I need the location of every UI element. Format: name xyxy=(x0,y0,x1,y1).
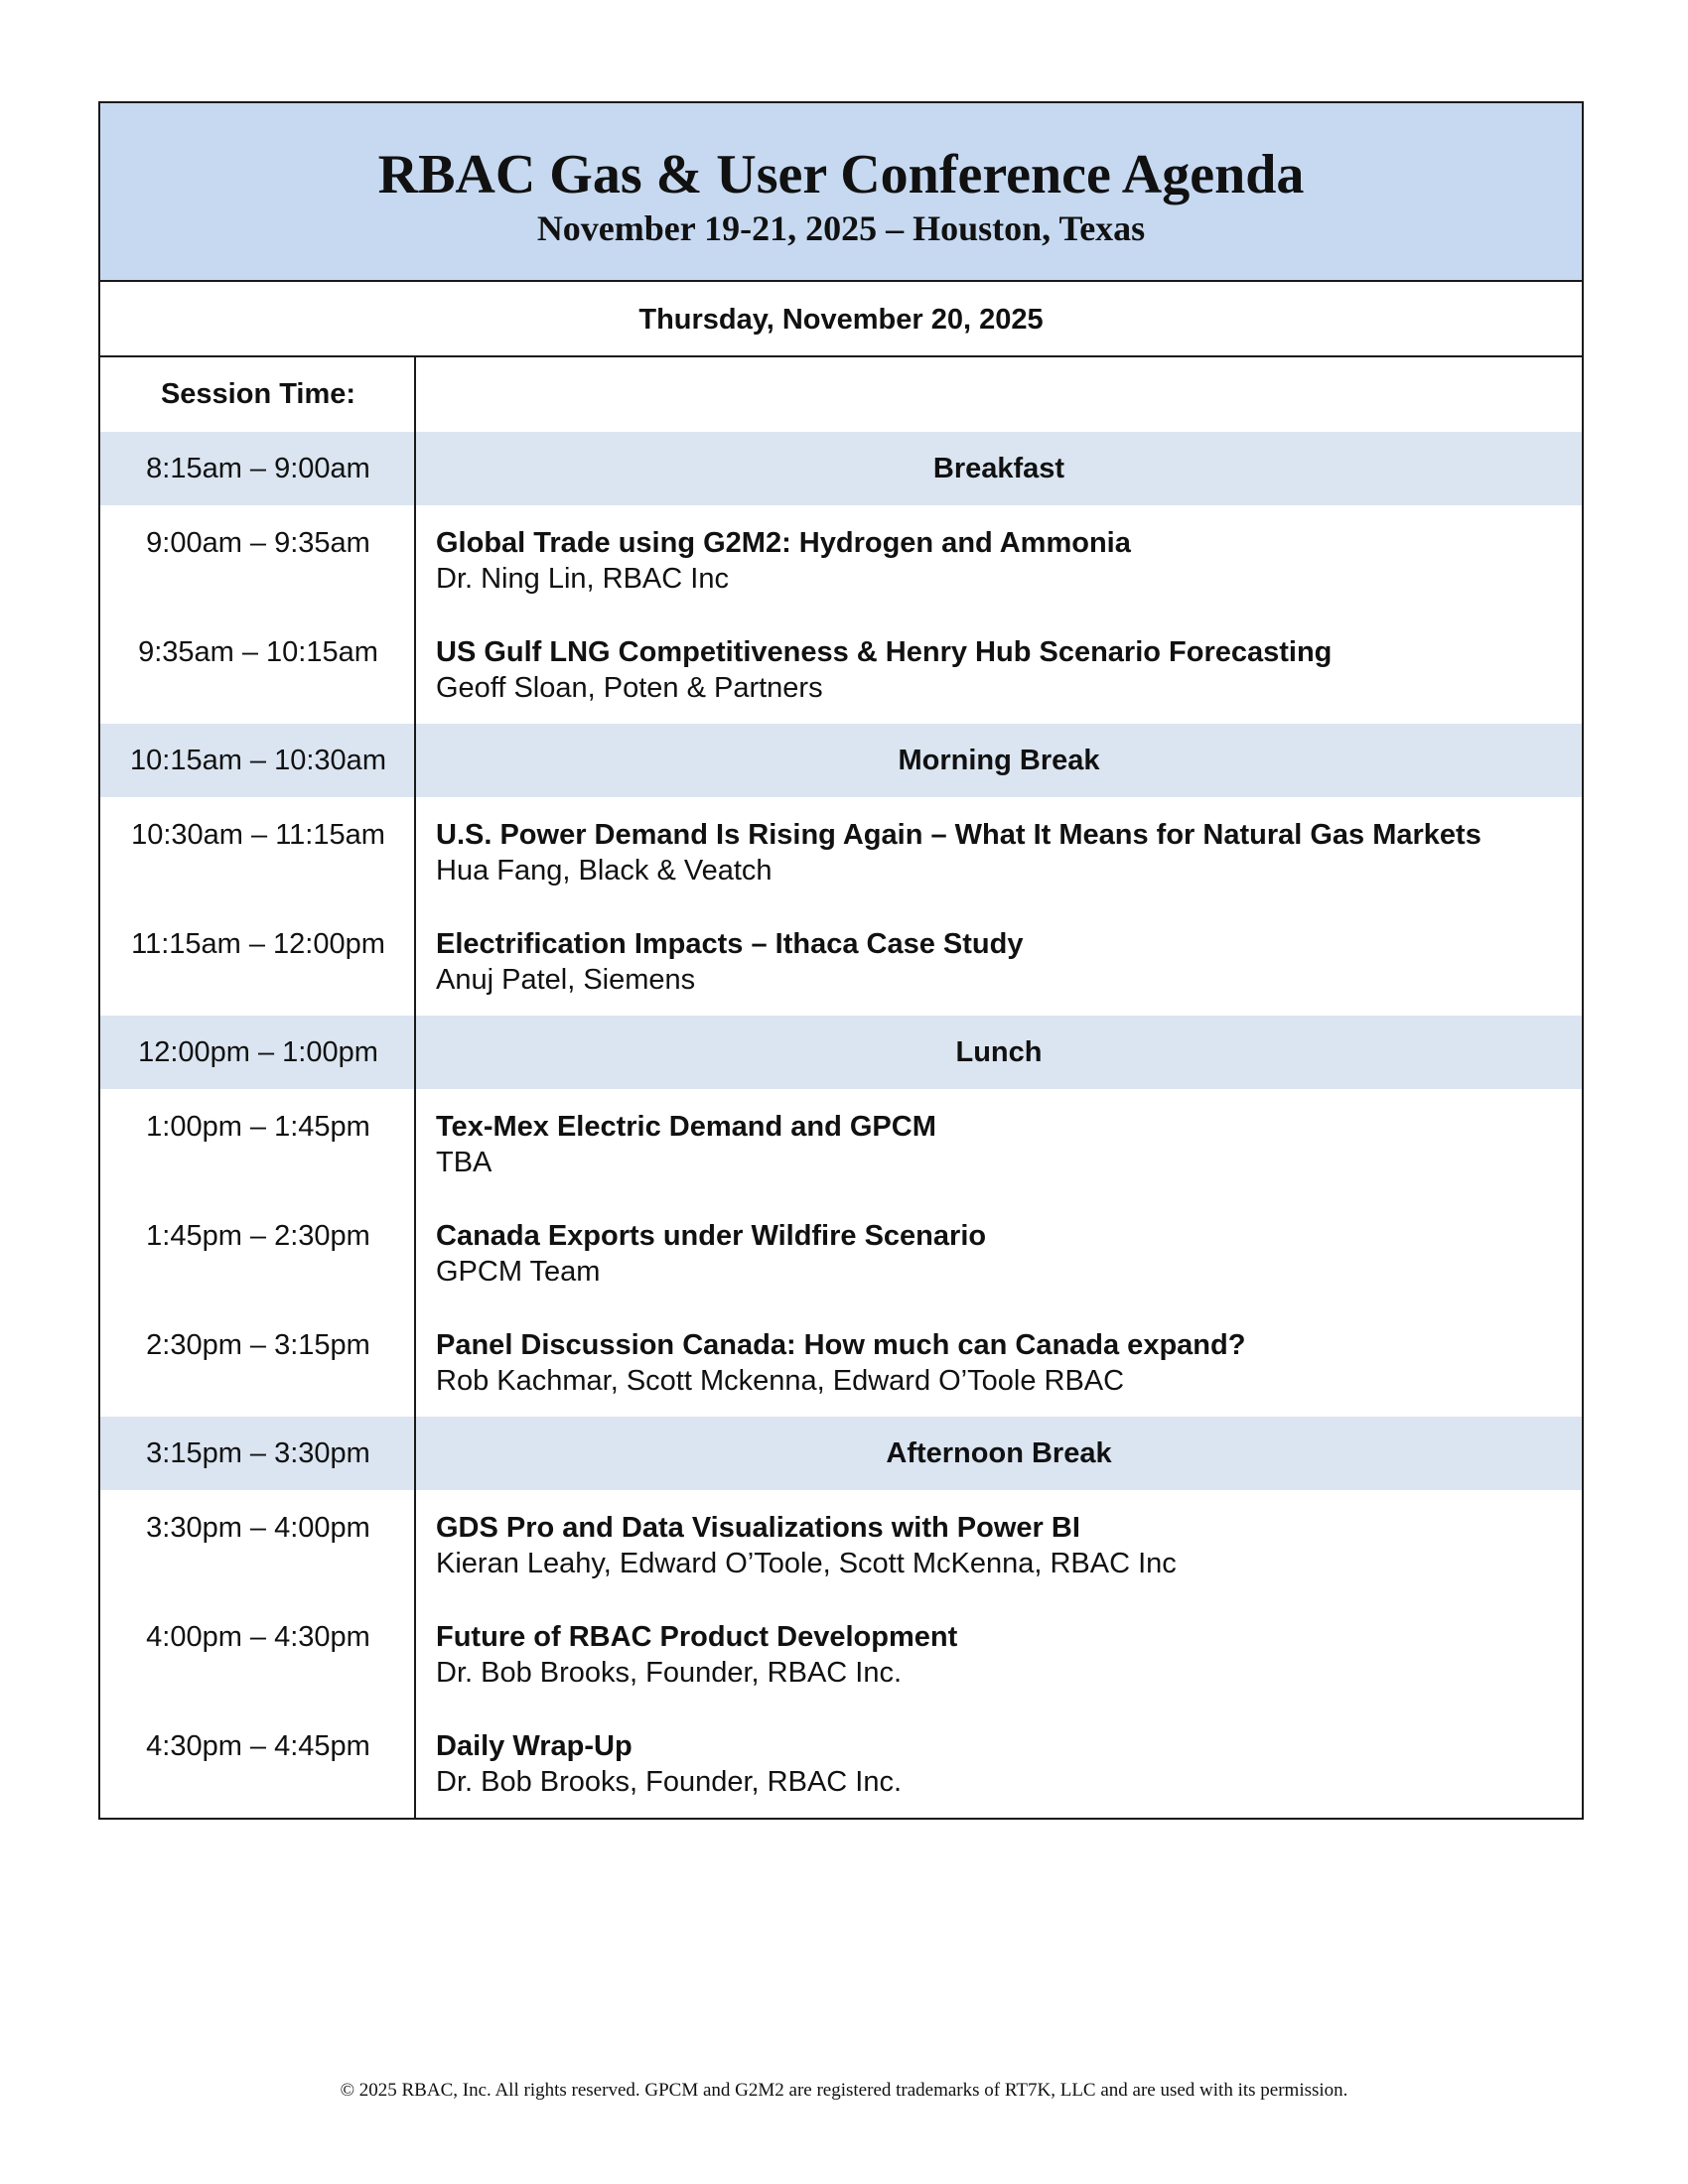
session-title: Tex-Mex Electric Demand and GPCM xyxy=(436,1111,936,1143)
session-details xyxy=(416,1198,1582,1307)
session-details xyxy=(416,797,1582,906)
session-row xyxy=(100,1490,1582,1599)
break-label: Morning Break xyxy=(898,745,1100,776)
session-title: Daily Wrap-Up xyxy=(436,1730,633,1762)
session-speaker: TBA xyxy=(436,1147,492,1178)
session-title: Panel Discussion Canada: How much can Canada expand? xyxy=(436,1329,1246,1361)
session-details xyxy=(416,614,1582,724)
session-speaker: Kieran Leahy, Edward O’Toole, Scott McKenna, RBAC Inc xyxy=(436,1548,1177,1579)
session-time: 11:15am – 12:00pm xyxy=(131,928,385,960)
session-speaker: Anuj Patel, Siemens xyxy=(436,964,696,996)
session-row xyxy=(100,1198,1582,1307)
session-details xyxy=(416,1599,1582,1708)
session-title: US Gulf LNG Competitiveness & Henry Hub Scenario Forecasting xyxy=(436,636,1333,668)
session-row xyxy=(100,1599,1582,1708)
session-speaker: Hua Fang, Black & Veatch xyxy=(436,855,773,887)
session-time: 4:00pm – 4:30pm xyxy=(146,1621,370,1653)
session-speaker: Rob Kachmar, Scott Mckenna, Edward O’Toole RBAC xyxy=(436,1365,1125,1397)
session-details xyxy=(416,1089,1582,1198)
session-details xyxy=(416,505,1582,614)
schedule-grid xyxy=(100,357,1582,1818)
copyright-footer: © 2025 RBAC, Inc. All rights reserved. GPCM and G2M2 are registered trademarks of RT7K, LLC and are used with its permission. xyxy=(340,2080,1348,2101)
agenda-header xyxy=(100,103,1582,282)
session-row xyxy=(100,1089,1582,1198)
session-details xyxy=(416,1490,1582,1599)
session-speaker: Dr. Ning Lin, RBAC Inc xyxy=(436,563,729,595)
session-details xyxy=(416,906,1582,1016)
session-speaker: Geoff Sloan, Poten & Partners xyxy=(436,672,823,704)
break-time: 10:15am – 10:30am xyxy=(130,745,386,776)
session-time: 1:00pm – 1:45pm xyxy=(146,1111,370,1143)
session-time: 4:30pm – 4:45pm xyxy=(146,1730,370,1762)
session-row xyxy=(100,1708,1582,1818)
session-time-label: Session Time: xyxy=(160,378,356,410)
break-row xyxy=(100,432,1582,505)
session-time: 1:45pm – 2:30pm xyxy=(146,1220,370,1252)
session-title: Electrification Impacts – Ithaca Case Study xyxy=(436,928,1024,960)
agenda-table xyxy=(98,101,1584,1820)
session-row xyxy=(100,906,1582,1016)
session-row xyxy=(100,797,1582,906)
break-time: 8:15am – 9:00am xyxy=(146,453,370,484)
session-time: 2:30pm – 3:15pm xyxy=(146,1329,370,1361)
column-header-blank xyxy=(416,357,1582,432)
session-details xyxy=(416,1307,1582,1417)
session-title: Canada Exports under Wildfire Scenario xyxy=(436,1220,987,1252)
day-heading: Thursday, November 20, 2025 xyxy=(100,282,1582,357)
session-row xyxy=(100,505,1582,614)
session-time: 10:30am – 11:15am xyxy=(131,819,385,851)
session-time: 3:30pm – 4:00pm xyxy=(146,1512,370,1544)
page-subtitle: November 19-21, 2025 – Houston, Texas xyxy=(536,208,1146,248)
column-header-row xyxy=(100,357,1582,432)
break-time: 3:15pm – 3:30pm xyxy=(146,1437,370,1469)
session-speaker: Dr. Bob Brooks, Founder, RBAC Inc. xyxy=(436,1766,903,1798)
session-row xyxy=(100,1307,1582,1417)
session-row xyxy=(100,614,1582,724)
break-label: Lunch xyxy=(955,1036,1043,1068)
session-time: 9:35am – 10:15am xyxy=(138,636,378,668)
break-row xyxy=(100,1417,1582,1490)
session-speaker: GPCM Team xyxy=(436,1256,601,1288)
session-title: U.S. Power Demand Is Rising Again – What It Means for Natural Gas Markets xyxy=(436,819,1481,851)
session-title: GDS Pro and Data Visualizations with Power BI xyxy=(436,1512,1080,1544)
break-row xyxy=(100,724,1582,797)
session-details xyxy=(416,1708,1582,1818)
session-title: Future of RBAC Product Development xyxy=(436,1621,958,1653)
break-label: Afternoon Break xyxy=(886,1437,1112,1469)
break-label: Breakfast xyxy=(932,453,1065,484)
break-row xyxy=(100,1016,1582,1089)
page-title: RBAC Gas & User Conference Agenda xyxy=(377,144,1305,205)
session-time: 9:00am – 9:35am xyxy=(146,527,370,559)
break-time: 12:00pm – 1:00pm xyxy=(138,1036,378,1068)
session-speaker: Dr. Bob Brooks, Founder, RBAC Inc. xyxy=(436,1657,903,1689)
session-title: Global Trade using G2M2: Hydrogen and Ammonia xyxy=(436,527,1131,559)
